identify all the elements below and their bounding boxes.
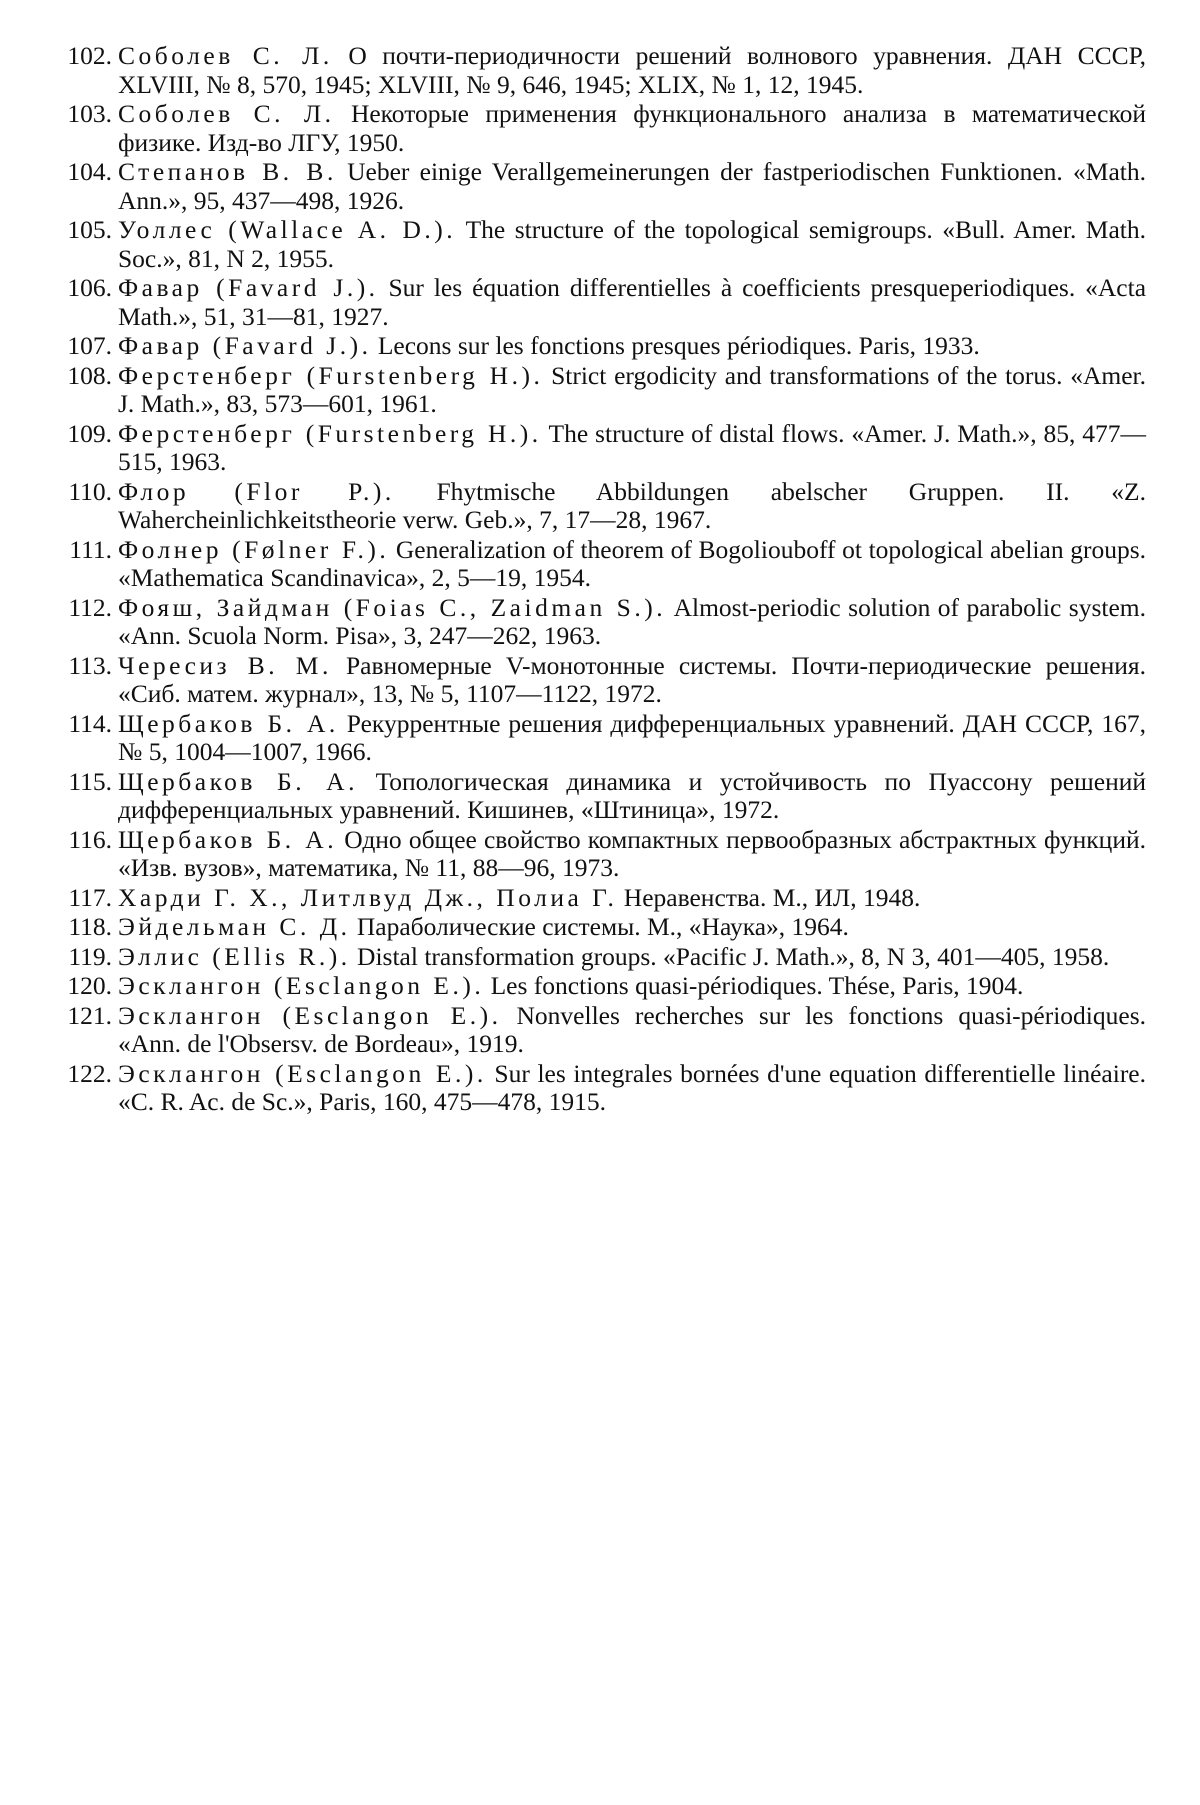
reference-author: Ферстенберг (Furstenberg H.). [118,419,542,448]
reference-author: Харди Г. Х., Литлвуд Дж., Полиа Г. [118,883,617,912]
reference-author: Щербаков Б. А. [118,825,337,854]
reference-item [52,710,1146,767]
reference-text: Некоторые применения функционального анализа в математической физике. Изд-во ЛГУ, 1950. [118,99,1146,157]
reference-author: Эсклангон (Esclangon E.). [118,971,484,1000]
reference-text: Параболические системы. М., «Наука», 1964. [357,912,849,941]
reference-text: Nonvelles recherches sur les fonctions quasi-périodiques. «Ann. de l'Obsersv. de Bordeau», 1919. [118,1001,1146,1059]
reference-author: Фавар (Favard J.). [118,331,371,360]
reference-number: 114. [52,710,112,767]
reference-number: 103. [52,100,112,157]
reference-text: Fhytmische Abbildungen abelscher Gruppen. II. «Z. Wahercheinlichkeitstheorie verw. Geb.», 7, 17—28, 1967. [118,477,1146,535]
reference-number: 112. [52,594,112,651]
reference-item [52,1060,1146,1117]
reference-author: Степанов В. В. [118,157,337,186]
reference-body [118,913,1146,942]
reference-author: Флор (Flor P.). [118,477,395,506]
reference-number: 122. [52,1060,112,1117]
reference-body [118,478,1146,535]
reference-number: 108. [52,362,112,419]
reference-author: Щербаков Б. А. [118,709,339,738]
reference-body [118,332,1146,361]
reference-body [118,826,1146,883]
reference-item [52,943,1146,972]
reference-item [52,768,1146,825]
reference-number: 102. [52,42,112,99]
reference-body [118,1002,1146,1059]
reference-item [52,100,1146,157]
reference-item [52,536,1146,593]
reference-body [118,768,1146,825]
reference-author: Фавар (Favard J.). [118,273,379,302]
reference-body [118,158,1146,215]
reference-body [118,710,1146,767]
reference-author: Фолнер (Følner F.). [118,535,389,564]
reference-number: 117. [52,884,112,913]
reference-number: 121. [52,1002,112,1059]
reference-author: Чересиз В. М. [118,651,332,680]
reference-number: 106. [52,274,112,331]
reference-body [118,884,1146,913]
reference-author: Эсклангон (Esclangon E.). [118,1059,487,1088]
reference-author: Эсклангон (Esclangon E.). [118,1001,502,1030]
reference-text: Топологическая динамика и устойчивость по Пуассону решений дифференциальных уравнений. Кишинев, «Штиница», 1972. [118,767,1146,825]
reference-author: Эйдельман С. Д. [118,912,350,941]
reference-author: Щербаков Б. А. [118,767,358,796]
reference-item [52,913,1146,942]
reference-item [52,1002,1146,1059]
reference-number: 115. [52,768,112,825]
reference-text: Generalization of theorem of Bogoliouboff ot topological abelian groups. «Mathematica Scandinavica», 2, 5—19, 1954. [118,535,1146,593]
reference-number: 120. [52,972,112,1001]
reference-author: Фояш, Зайдман (Foias C., Zaidman S.). [118,593,666,622]
reference-number: 111. [52,536,112,593]
reference-item [52,420,1146,477]
reference-text: Sur les équation differentielles à coefficients presqueperiodiques. «Acta Math.», 51, 31—81, 1927. [118,273,1146,331]
reference-body [118,42,1146,99]
reference-item [52,274,1146,331]
reference-text: The structure of the topological semigroups. «Bull. Amer. Math. Soc.», 81, N 2, 1955. [118,215,1146,273]
reference-author: Соболев С. Л. [118,41,333,70]
reference-text: Les fonctions quasi-périodiques. Thése, Paris, 1904. [491,971,1024,1000]
reference-body [118,100,1146,157]
reference-item [52,652,1146,709]
reference-text: Almost-periodic solution of parabolic system. «Ann. Scuola Norm. Pisa», 3, 247—262, 1963. [118,593,1146,651]
reference-number: 110. [52,478,112,535]
reference-body [118,972,1146,1001]
reference-body [118,652,1146,709]
reference-item [52,158,1146,215]
reference-body [118,536,1146,593]
reference-text: Равномерные V-монотонные системы. Почти-периодические решения. «Сиб. матем. журнал», 13, № 5, 1107—1122, 1972. [118,651,1146,709]
reference-item [52,478,1146,535]
reference-text: Sur les integrales bornées d'une equation differentielle linéaire. «C. R. Ac. de Sc.», Paris, 160, 475—478, 1915. [118,1059,1146,1117]
reference-item [52,884,1146,913]
reference-list [52,42,1146,1118]
reference-body [118,216,1146,273]
reference-body [118,274,1146,331]
reference-number: 113. [52,652,112,709]
reference-number: 107. [52,332,112,361]
reference-text: Lecons sur les fonctions presques périodiques. Paris, 1933. [378,331,980,360]
reference-text: О почти-периодичности решений волнового уравнения. ДАН СССР, XLVIII, № 8, 570, 1945; XLVIII, № 9, 646, 1945; XLIX, № 1, 12, 1945. [118,41,1146,99]
reference-item [52,972,1146,1001]
page [0,0,1200,1805]
reference-author: Соболев С. Л. [118,99,335,128]
reference-item [52,42,1146,99]
reference-text: Ueber einige Verallgemeinerungen der fastperiodischen Funktionen. «Math. Ann.», 95, 437—498, 1926. [118,157,1146,215]
reference-text: The structure of distal flows. «Amer. J. Math.», 85, 477—515, 1963. [118,419,1146,477]
reference-number: 104. [52,158,112,215]
reference-text: Distal transformation groups. «Pacific J. Math.», 8, N 3, 401—405, 1958. [357,942,1109,971]
reference-item [52,362,1146,419]
reference-item [52,826,1146,883]
reference-body [118,362,1146,419]
reference-body [118,420,1146,477]
reference-author: Ферстенберг (Furstenberg H.). [118,361,543,390]
reference-body [118,594,1146,651]
reference-text: Неравенства. М., ИЛ, 1948. [624,883,921,912]
reference-number: 118. [52,913,112,942]
reference-text: Рекуррентные решения дифференциальных уравнений. ДАН СССР, 167, № 5, 1004—1007, 1966. [118,709,1146,767]
reference-text: Strict ergodicity and transformations of the torus. «Amer. J. Math.», 83, 573—601, 1961. [118,361,1146,419]
reference-author: Эллис (Ellis R.). [118,942,351,971]
reference-number: 119. [52,943,112,972]
reference-author: Уоллес (Wallace A. D.). [118,215,456,244]
reference-body [118,943,1146,972]
reference-item [52,216,1146,273]
reference-number: 116. [52,826,112,883]
reference-body [118,1060,1146,1117]
reference-item [52,594,1146,651]
reference-number: 105. [52,216,112,273]
reference-item [52,332,1146,361]
reference-number: 109. [52,420,112,477]
reference-text: Одно общее свойство компактных первообразных абстрактных функций. «Изв. вузов», математика, № 11, 88—96, 1973. [118,825,1146,883]
